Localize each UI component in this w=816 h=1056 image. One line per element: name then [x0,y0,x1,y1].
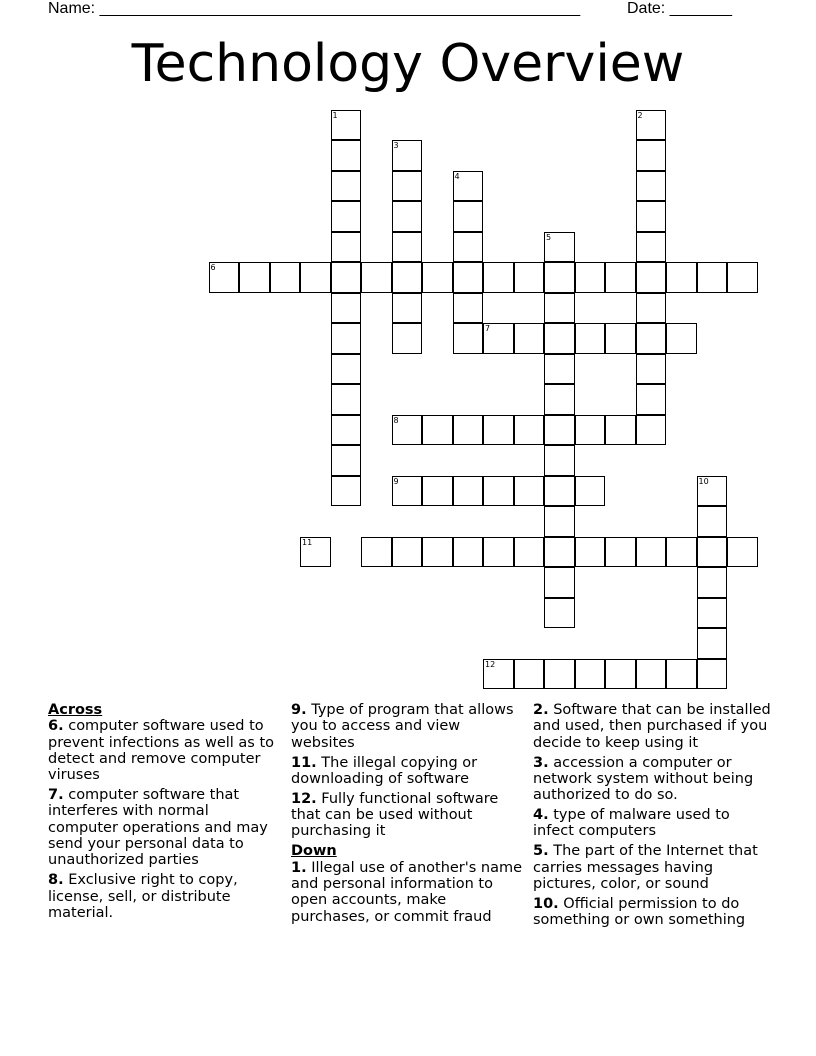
crossword-cell[interactable] [666,537,697,568]
crossword-cell[interactable] [453,262,484,293]
crossword-cell[interactable] [666,262,697,293]
clue-number: 9 [393,476,399,486]
crossword-cell[interactable] [636,110,667,141]
crossword-cell[interactable] [636,659,667,690]
crossword-cell[interactable] [331,354,362,385]
crossword-cell[interactable] [392,140,423,171]
clue-item: 7. computer software that interferes with normal computer operations and may send your personal data to unauthorized parties [48,787,268,869]
crossword-cell[interactable] [605,323,636,354]
clue-number: 7 [485,324,491,333]
crossword-cell[interactable] [544,598,575,629]
crossword-cell[interactable] [636,537,667,568]
crossword-cell[interactable] [483,262,514,293]
clue-column-1 [48,702,280,925]
crossword-cell[interactable] [453,415,484,446]
crossword-cell[interactable] [392,171,423,202]
clue-item: 1. Illegal use of another's name and personal information to open accounts, make purchases, or commit fraud [291,859,523,925]
crossword-cell[interactable] [392,415,423,446]
crossword-cell[interactable] [544,567,575,598]
crossword-cell[interactable] [697,567,728,598]
crossword-cell[interactable] [453,232,484,263]
crossword-cell[interactable] [544,354,575,385]
crossword-cell[interactable] [361,537,392,568]
clue-item: 6. computer software used to prevent infections as well as to detect and remove computer viruses [48,718,275,784]
crossword-cell[interactable] [331,384,362,415]
crossword-cell[interactable] [392,262,423,293]
crossword-cell[interactable] [483,415,514,446]
crossword-cell[interactable] [575,476,606,507]
crossword-cell[interactable] [636,262,667,293]
crossword-cell[interactable] [270,262,301,293]
crossword-cell[interactable] [331,415,362,446]
crossword-cell[interactable] [697,506,728,537]
crossword-cell[interactable] [392,537,423,568]
crossword-cell[interactable] [453,323,484,354]
crossword-cell[interactable] [392,232,423,263]
crossword-cell[interactable] [697,476,728,507]
down-heading: Down [291,843,337,860]
page-title: Technology Overview [131,34,685,94]
name-field-label: Name: ______________________________________________________ [48,0,581,17]
crossword-cell[interactable] [666,323,697,354]
crossword-cell[interactable] [422,537,453,568]
crossword-cell[interactable] [331,445,362,476]
crossword-cell[interactable] [697,262,728,293]
crossword-cell[interactable] [514,659,545,690]
crossword-cell[interactable] [331,476,362,507]
crossword-cell[interactable] [636,201,667,232]
crossword-cell[interactable] [636,232,667,263]
crossword-cell[interactable] [544,476,575,507]
crossword-cell[interactable] [392,476,423,507]
crossword-cell[interactable] [361,262,392,293]
crossword-cell[interactable] [514,537,545,568]
crossword-cell[interactable] [483,537,514,568]
crossword-cell[interactable] [514,476,545,507]
clue-number: 4 [454,171,460,181]
clue-number: 5 [546,232,552,242]
crossword-cell[interactable] [544,415,575,446]
clue-item: 9. Type of program that allows you to access and view websites [291,702,514,751]
crossword-cell[interactable] [331,262,362,293]
crossword-cell[interactable] [727,537,758,568]
crossword-cell[interactable] [605,659,636,690]
crossword-cell[interactable] [544,262,575,293]
crossword-cell[interactable] [575,415,606,446]
crossword-cell[interactable] [636,354,667,385]
crossword-cell[interactable] [636,293,667,324]
crossword-cell[interactable] [544,537,575,568]
clue-item: 8. Exclusive right to copy, license, sell, or distribute material. [48,872,238,921]
crossword-cell[interactable] [453,293,484,324]
crossword-cell[interactable] [636,323,667,354]
crossword-cell[interactable] [514,415,545,446]
crossword-cell[interactable] [544,384,575,415]
crossword-cell[interactable] [575,537,606,568]
crossword-cell[interactable] [544,232,575,263]
crossword-cell[interactable] [422,415,453,446]
crossword-cell[interactable] [331,293,362,324]
crossword-cell[interactable] [727,262,758,293]
crossword-cell[interactable] [697,628,728,659]
crossword-cell[interactable] [392,201,423,232]
crossword-cell[interactable] [239,262,270,293]
across-heading: Across [48,702,103,718]
crossword-cell[interactable] [453,201,484,232]
crossword-cell[interactable] [575,659,606,690]
clue-item: 4. type of malware used to infect computers [533,807,730,840]
crossword-cell[interactable] [697,537,728,568]
crossword-cell[interactable] [544,659,575,690]
clue-item: 11. The illegal copying or downloading of software [291,754,478,787]
clue-number: 6 [210,263,216,272]
crossword-cell[interactable] [575,323,606,354]
clue-number: 8 [393,415,399,425]
crossword-cell[interactable] [331,171,362,202]
crossword-cell[interactable] [331,140,362,171]
clue-number: 2 [637,110,643,120]
crossword-cell[interactable] [483,659,514,690]
crossword-cell[interactable] [697,659,728,690]
clue-number: 11 [302,537,313,547]
crossword-cell[interactable] [422,262,453,293]
crossword-cell[interactable] [331,201,362,232]
crossword-cell[interactable] [392,293,423,324]
crossword-cell[interactable] [514,323,545,354]
crossword-cell[interactable] [209,262,240,293]
crossword-cell[interactable] [636,415,667,446]
crossword-cell[interactable] [666,659,697,690]
crossword-cell[interactable] [453,537,484,568]
crossword-cell[interactable] [605,415,636,446]
crossword-cell[interactable] [331,110,362,141]
date-field-label: Date: _______ [627,0,732,17]
crossword-cell[interactable] [575,262,606,293]
crossword-cell[interactable] [636,140,667,171]
crossword-cell[interactable] [697,598,728,629]
crossword-cell[interactable] [514,262,545,293]
crossword-cell[interactable] [544,445,575,476]
clue-item: 5. The part of the Internet that carries messages having pictures, color, or sound [533,843,758,893]
crossword-cell[interactable] [453,171,484,202]
clue-item: 2. Software that can be installed and used, then purchased if you decide to keep using it [533,702,771,751]
clue-column-3 [533,702,773,932]
crossword-cell[interactable] [331,232,362,263]
crossword-cell[interactable] [544,506,575,537]
crossword-cell[interactable] [605,537,636,568]
crossword-cell[interactable] [392,323,423,354]
crossword-cell[interactable] [422,476,453,507]
crossword-cell[interactable] [483,476,514,507]
clue-number: 12 [485,659,496,669]
clue-item: 12. Fully functional software that can be used without purchasing it [291,790,499,840]
crossword-cell[interactable] [483,323,514,354]
clue-item: 10. Official permission to do something or own something [533,896,746,929]
crossword-cell[interactable] [636,384,667,415]
clue-item: 3. accession a computer or network system without being authorized to do so. [533,754,754,804]
crossword-cell[interactable] [636,171,667,202]
crossword-cell[interactable] [605,262,636,293]
crossword-cell[interactable] [300,537,331,568]
clue-column-2 [291,702,527,929]
crossword-cell[interactable] [544,293,575,324]
crossword-cell[interactable] [453,476,484,507]
crossword-cell[interactable] [300,262,331,293]
clue-number: 3 [393,141,399,150]
crossword-cell[interactable] [331,323,362,354]
crossword-cell[interactable] [544,323,575,354]
clue-number: 1 [332,110,338,120]
clue-number: 10 [698,476,709,486]
